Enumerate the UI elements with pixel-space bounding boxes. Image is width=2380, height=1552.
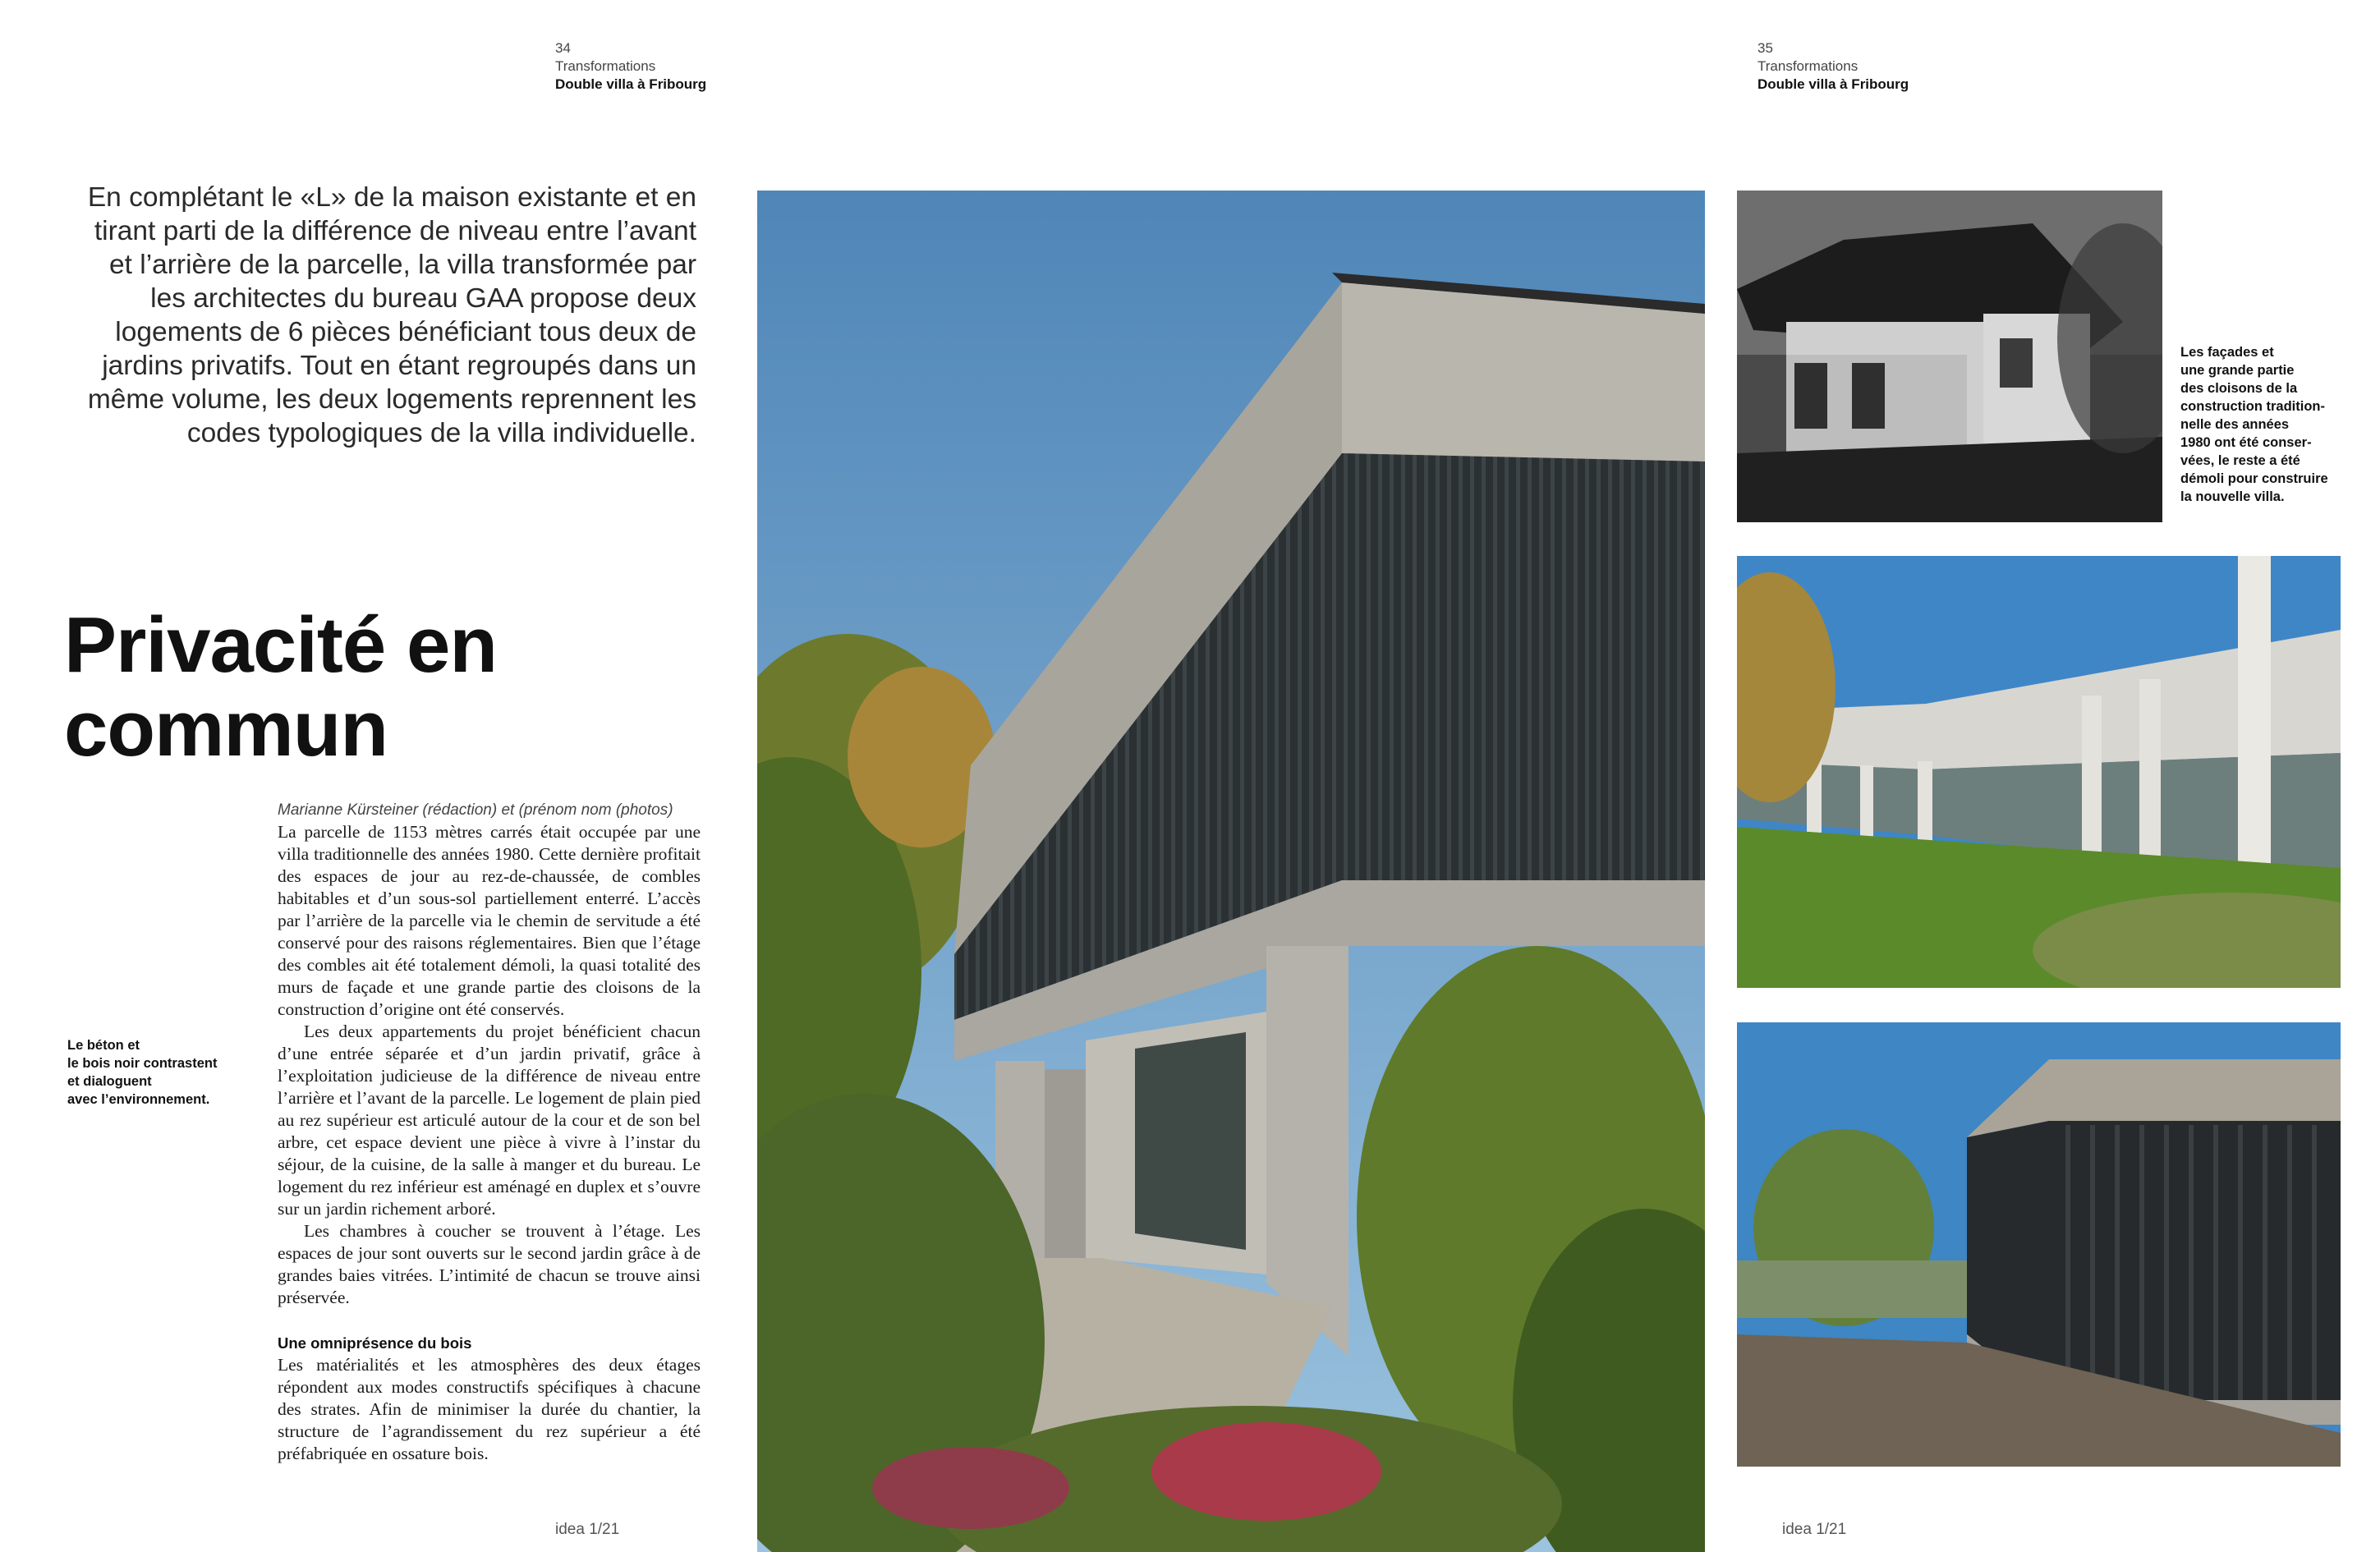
body-paragraph-1: La parcelle de 1153 mètres carrés était occupée par une villa traditionnelle des années 1980. Cette dernière profitait des espaces de jour au rez-de-chaussée, de combles habitables et d’un sous-sol partiellement enterré. L’accès par l’arrière de la parcelle via le chemin de servitude a été conservé pour des raisons réglementaires. Bien que l’étage des combles ait été totalement démoli, la quasi totalité des murs de façade et une grande partie des cloisons de la construction d’origine ont été conservés.	[278, 822, 701, 1019]
headline-line-2: commun	[64, 685, 388, 773]
byline: Marianne Kürsteiner (rédaction) et (prénom nom (photos)	[278, 801, 673, 819]
body-paragraph-4: Les matérialités et les atmosphères des deux étages répondent aux modes constructifs spécifiques à chacune des strates. Afin de minimiser la durée du chantier, la structure de l’agrandissement du rez supérieur a été préfabriquée en ossature bois.	[278, 1355, 701, 1463]
right-caption-line-7: vées, le reste a été	[2180, 453, 2300, 468]
left-caption-line-3: et dialoguent	[67, 1074, 152, 1089]
left-photo-caption	[67, 1036, 264, 1109]
exterior-photo	[1737, 1022, 2341, 1467]
subheading: Une omniprésence du bois	[278, 1334, 472, 1352]
right-caption-line-1: Les façades et	[2180, 345, 2274, 360]
right-footer: idea 1/21	[1782, 1521, 1847, 1538]
main-villa-photo	[757, 191, 1705, 1552]
right-page-number: 35	[1757, 40, 1773, 56]
article-body	[278, 821, 701, 1465]
right-section-label: Transformations	[1757, 58, 1859, 74]
left-caption-line-4: avec l’environnement.	[67, 1092, 210, 1107]
headline-line-1: Privacité en	[64, 601, 497, 689]
left-caption-line-1: Le béton et	[67, 1038, 140, 1053]
right-caption-line-3: des cloisons de la	[2180, 381, 2298, 396]
right-caption-line-6: 1980 ont été conser-	[2180, 435, 2312, 450]
right-article-title: Double villa à Fribourg	[1757, 76, 1909, 92]
right-caption-line-2: une grande partie	[2180, 363, 2295, 378]
left-footer: idea 1/21	[555, 1521, 620, 1538]
left-section-label: Transformations	[555, 58, 656, 74]
left-page-number: 34	[555, 40, 571, 56]
body-paragraph-3: Les chambres à coucher se trouvent à l’étage. Les espaces de jour sont ouverts sur le second jardin grâce à de grandes baies vitrées. L’intimité de chacun se trouve ainsi préservée.	[278, 1221, 701, 1307]
right-caption-line-9: la nouvelle villa.	[2180, 489, 2285, 504]
right-caption-line-8: démoli pour construire	[2180, 471, 2328, 486]
left-running-head	[555, 39, 706, 94]
left-caption-line-2: le bois noir contrastent	[67, 1056, 218, 1071]
right-caption-line-4: construction tradition-	[2180, 399, 2325, 414]
right-photo-caption	[2180, 343, 2361, 506]
lead-paragraph: En complétant le «L» de la maison existante et en tirant parti de la différence de niveau entre l’avant et l’arrière de la parcelle, la villa transformée par les architectes du bureau GAA propose deux logements de 6 pièces bénéficiant tous deux de jardins privatifs. Tout en étant regroupés dans un même volume, les deux logements reprennent les codes typologiques de la villa individuelle.	[87, 182, 696, 448]
right-running-head	[1757, 39, 1909, 94]
body-paragraph-2: Les deux appartements du projet bénéficient chacun d’une entrée séparée et d’un jardin privatif, grâce à l’exploitation judicieuse de la différence de niveau entre l’arrière et l’avant de la parcelle. Le logement de plain pied au rez supérieur est articulé autour de la cour et de son bel arbre, cet espace devient une pièce à vivre à l’instar du séjour, de la cuisine, de la salle à manger et du bureau. Le logement du rez inférieur est aménagé en duplex et s’ouvre sur un jardin richement arboré.	[278, 1022, 701, 1219]
headline	[64, 601, 639, 773]
original-house-photo	[1737, 191, 2162, 522]
left-article-title: Double villa à Fribourg	[555, 76, 707, 92]
courtyard-photo	[1737, 556, 2341, 988]
right-caption-line-5: nelle des années	[2180, 417, 2290, 432]
